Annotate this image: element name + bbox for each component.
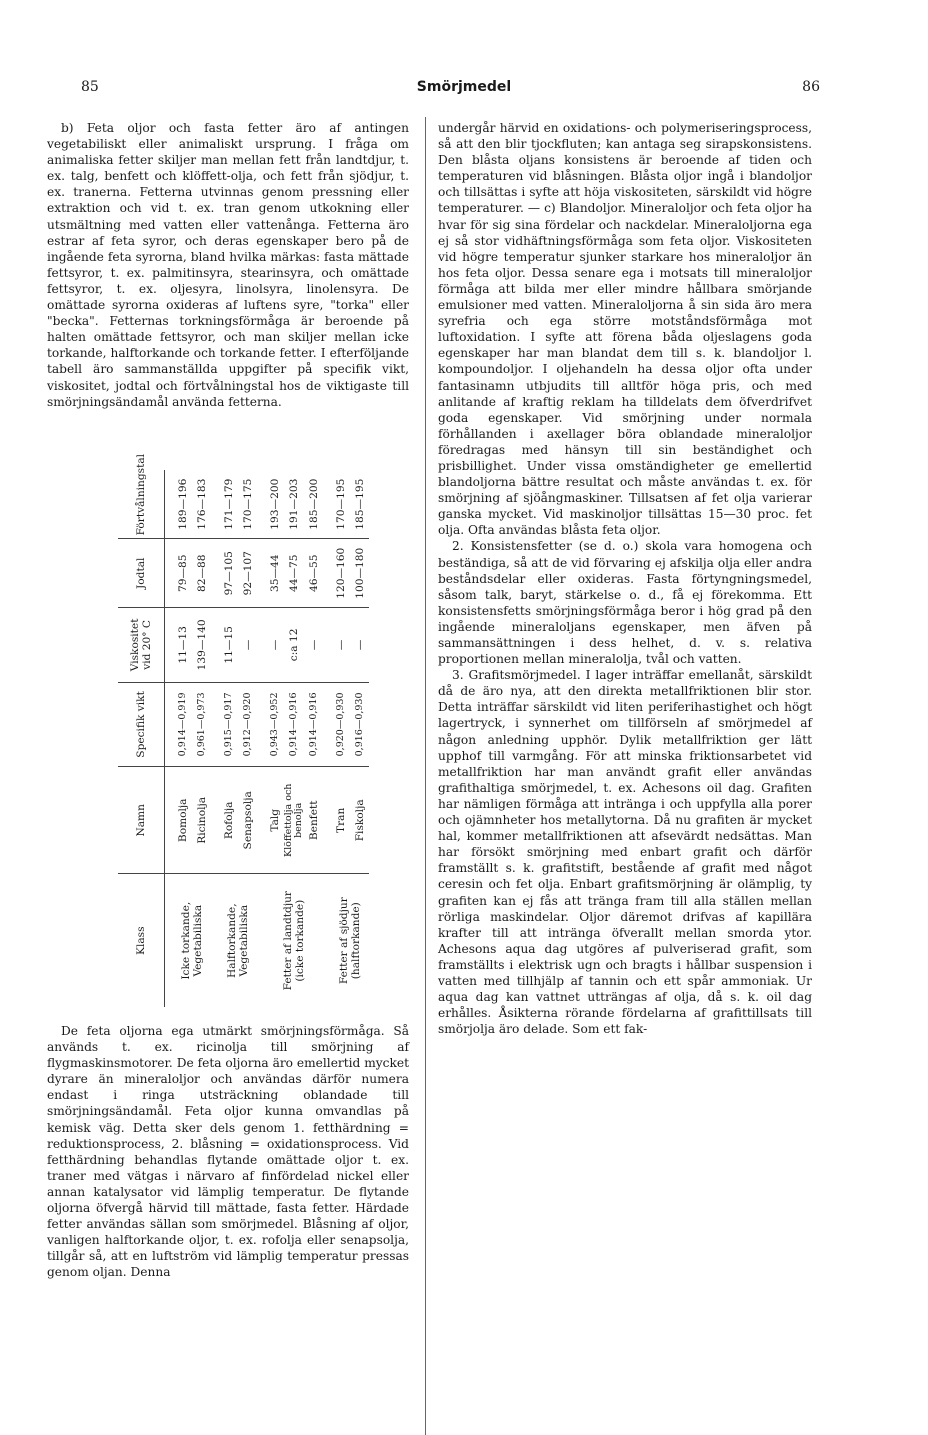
table-cell-namn: Rofolja — [219, 767, 238, 874]
table-cell-namn: Benfett — [304, 767, 323, 874]
table-cell-jod: 46—55 — [304, 539, 323, 608]
paragraph-blasning-cont: undergår härvid en oxidations- och polymeriseringsprocess, så att den blir tjockfluten; kan antaga seg sirapskonsistens. Den blåsta oljans konsistens är beroende af tiden och temperaturen vid blåsningen. Blåsta oljor ingå i blandoljor och tillsättas i syfte att höja viskositeten, särskildt vid högre temperaturer. — c) Blandoljor. Mineraloljor och feta oljor ha hvar för sig sina fördelar och nackdelar. Mineraloljorna ega ej så stor vidhäftningsförmåga som feta oljor. Viskositeten vid högre temperatur sjunker starkare hos mineraloljor än hos feta oljor. Dessa senare ega i motsats till mineraloljor förmåga att bilda mer eller mindre hållbara smörjande emulsioner med vatten. Mineraloljorna å sin sida äro mera syrefria och ega större motståndsförmåga mot luftoxidation. I syfte att förena båda oljeslagens goda egenskaper har man blandat dem till s. k. blandoljor l. kompoundoljor. I oljehandeln ha dessa oljor ofta under fantasinamn utbjudits till alltför höga pris, och med anlitande af kraftig reklam ha tilldelats dem öfverdrifvet goda egenskaper. Vid smörjning under normala förhållanden i axellager böra oblandade mineraloljor föredragas med hänsyn till sin beständighet och prisbillighet. Under vissa omständigheter ge emellertid blandoljorna bättre resultat och måste användas t. ex. för smörjning af sjöångmaskiner. Tillsatsen af fet olja varierar ganska mycket. Vid maskinoljor tillsättas 15—30 proc. fet olja. Ofta användas blåsta feta oljor. — [438, 121, 812, 538]
table-cell-klass: Fetter af landtdjur (icke torkande) — [265, 874, 323, 1007]
table-cell-namn: Tran — [331, 767, 350, 874]
table-cell-visk: — — [304, 608, 323, 682]
table-cell-klass: Halftorkande, Vegetabiliska — [219, 874, 257, 1007]
right-column — [438, 120, 812, 1037]
paragraph-feta-oljor: b) Feta oljor och fasta fetter äro af antingen vegetabiliskt eller animaliskt ursprung. I fråga om animaliska fetter skiljer man mellan fett från landtdjur, t. ex. talg, benfett och klöffett-olja, och fett från sjödjur, t. ex. tranerna. Fetterna utvinnas genom pressning eller extraktion och vid t. ex. tran genom utkokning eller utsmältning med vatten eller vattenånga. Fetterna äro estrar af feta syror, och deras egenskaper bero på de ingående feta syrorna, bland hvilka märkas: fasta mättade fettsyror, t. ex. palmitinsyra, stearinsyra, och omättade fettsyror, t. ex. oljesyra, linolsyra, linolensyra. De omättade syrorna oxideras af luftens syre, "torka" eller "becka". Fetternas torkningsförmåga är beroende på halten omättade fettsyror, och man skiljer mellan icke torkande, halftorkande och torkande fetter. I efterföljande tabell äro sammanställda uppgifter på specifik vikt, viskositet, jodtal och förtvålningstal hos de viktigaste till smörjningsändamål använda fetterna. — [47, 121, 409, 409]
table-cell-visk: — — [350, 608, 369, 682]
table-cell-namn: Talg — [265, 767, 284, 874]
table-cell-fortv: 189—196 — [176, 478, 189, 530]
table-cell-namn: Fiskolja — [350, 767, 369, 874]
page-number-left: 85 — [81, 79, 99, 95]
table-header-jodtal: Jodtal — [118, 539, 165, 608]
table-cell-jod: 92—107 — [238, 539, 257, 608]
table-cell-fortv: 185—195 — [353, 478, 366, 530]
table-cell-visk: 139—140 — [192, 608, 211, 682]
table-header-viskositet: Viskositet vid 20° C — [118, 608, 165, 682]
table-cell-fortv: 185—200 — [307, 478, 320, 530]
table-cell-jod: 120—160 — [331, 539, 350, 608]
fats-table — [118, 453, 366, 1007]
table-header-klass: Klass — [118, 874, 165, 1007]
table-header-namn: Namn — [118, 767, 165, 874]
paragraph-feta-oljorna: De feta oljorna ega utmärkt smörjningsförmåga. Så används t. ex. ricinolja till smörjning af flygmaskinsmotorer. De feta oljorna äro emellertid mycket dyrare än mineraloljor och användas därför numera endast i ringa utsträckning oblandade till smörjningsändamål. Feta oljor kunna omvandlas på kemisk väg. Detta sker dels genom 1. fetthärdning = reduktionsprocess, 2. blåsning = oxidationsprocess. Vid fetthärdning behandlas flytande omättade oljor t. ex. traner med vätgas i närvaro af finfördelad nickel eller annan katalysator vid lämplig temperatur. De flytande oljorna öfvergå härvid till mättade, fasta fetter. Härdade fetter användas sällan som smörjmedel. Blåsning af oljor, vanligen halftorkande oljor, t. ex. rofolja eller senapsolja, tillgår så, att en luftström vid lämplig temperatur pressas genom oljan. Denna — [47, 1024, 409, 1280]
table-cell-klass: Fetter af sjödjur (halftorkande) — [331, 874, 369, 1007]
table-cell-jod: 79—85 — [173, 539, 192, 608]
table-cell-visk: 11—15 — [219, 608, 238, 682]
table-cell-visk: 11—13 — [173, 608, 192, 682]
table-cell-jod: 97—105 — [219, 539, 238, 608]
table-cell-vikt: 0,915—0,917 — [219, 682, 238, 767]
table-row — [219, 470, 238, 1007]
page-number-right: 86 — [802, 79, 820, 95]
table-cell-visk: — — [238, 608, 257, 682]
left-column-bottom — [47, 1023, 409, 1281]
table-cell-vikt: 0,961—0,973 — [192, 682, 211, 767]
table-cell-namn: Klöffettolja och benolja — [284, 767, 304, 874]
table-cell-vikt: 0,943—0,952 — [265, 682, 284, 767]
left-column-top — [47, 120, 409, 410]
table-cell-fortv: 170—195 — [334, 478, 347, 530]
table-cell-visk: c:a 12 — [284, 608, 304, 682]
table-cell-vikt: 0,920—0,930 — [331, 682, 350, 767]
table-cell-namn: Senapsolja — [238, 767, 257, 874]
table-cell-vikt: 0,914—0,916 — [304, 682, 323, 767]
table-cell-jod: 100—180 — [350, 539, 369, 608]
running-title: Smörjmedel — [416, 79, 512, 95]
table-cell-vikt: 0,916—0,930 — [350, 682, 369, 767]
table-cell-fortv: 191—203 — [288, 478, 300, 530]
column-divider — [425, 117, 426, 1435]
paragraph-grafitsmorjmedel: 3. Grafitsmörjmedel. I lager inträffar emellanåt, särskildt då de äro nya, att den direkta metallfriktionen blir stor. Detta inträffar särskildt vid liten periferihastighet och högt lagertryck, i synnerhet om tillförseln af smörjmedel af någon anledning upphör. Dylik metallfriktion ger lätt upphof till varmgång. För att minska friktionsarbetet vid metallfriktion har man användt grafit eller användas grafithaltiga smörjmedel, t. ex. Achesons oil dag. Grafiten har nämligen förmåga att intränga i och uppfylla alla porer och ojämnheter hos metallytorna. Då nu grafiten är mycket hal, kommer metallfriktionen att afsevärdt nedsättas. Man har försökt smörjning med enbart grafit och därför framställt s. k. grafitstift, bestående af grafit med något ceresin och fet olja. Enbart grafitsmörjning är olämplig, ty grafiten kan ej fås att tränga fram till alla ställen mellan rörliga maskindelar. Oljor däremot drifvas af kapillära krafter till att intränga öfverallt mellan smorda ytor. Achesons aqua dag utgöres af pulveriserad grafit, som framställts i elektrisk ugn och bragts i hållbar suspension i vatten med tillhjälp af tannin och ett spår ammoniak. Ur aqua dag kan vattnet utträngas af olja, då s. k. oil dag erhålles. Åsikterna rörande fördelarna af grafittillsats till smörjolja äro delade. Som ett fak- — [438, 668, 812, 1037]
table-cell-jod: 44—75 — [284, 539, 304, 608]
table-cell-visk: — — [265, 608, 284, 682]
table-cell-fortv: 176—183 — [195, 478, 208, 530]
table-cell-namn: Bomolja — [173, 767, 192, 874]
table-header-fortvalningstal: Förtvålningstal — [118, 470, 165, 539]
paragraph-konsistensfetter: 2. Konsistensfetter (se d. o.) skola vara homogena och beständiga, så att de vid förvaring ej afskilja olja eller andra beståndsdelar eller oxideras. Fasta förtyngningsmedel, såsom talk, baryt, stärkelse o. d., få ej förekomma. Ett konsistensfetts smörjningsförmåga beror i hög grad på den ingående mineraloljans egenskaper, men äfven på sammansättningen i dess helhet, d. v. s. relativa proportionen mellan mineralolja, tvål och vatten. — [438, 539, 812, 667]
table-cell-vikt: 0,912—0,920 — [238, 682, 257, 767]
table-cell-jod: 35—44 — [265, 539, 284, 608]
table-cell-namn: Ricinolja — [192, 767, 211, 874]
table-header-vikt: Specifik vikt — [118, 682, 165, 767]
table-cell-klass: Icke torkande, Vegetabiliska — [173, 874, 211, 1007]
table-row — [265, 470, 284, 1007]
table-cell-fortv: 171—179 — [222, 478, 235, 530]
table-cell-fortv: 170—175 — [241, 478, 254, 530]
table-cell-vikt: 0,914—0,916 — [284, 682, 304, 767]
table-cell-jod: 82—88 — [192, 539, 211, 608]
table-row — [331, 470, 350, 1007]
table-row — [173, 470, 192, 1007]
table-cell-vikt: 0,914—0,919 — [173, 682, 192, 767]
table-cell-visk: — — [331, 608, 350, 682]
table-cell-fortv: 193—200 — [268, 478, 281, 530]
